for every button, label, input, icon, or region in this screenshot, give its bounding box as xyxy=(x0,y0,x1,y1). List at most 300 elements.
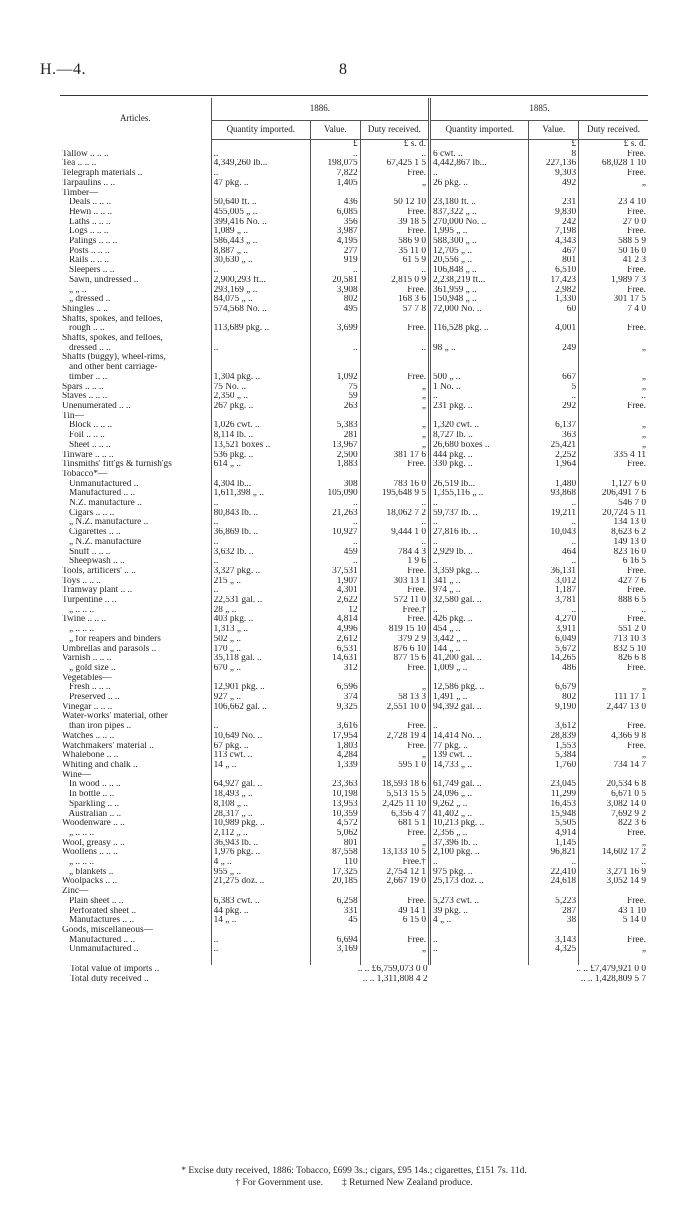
table-row xyxy=(60,528,648,538)
value-cell: .. xyxy=(360,518,429,528)
value-cell xyxy=(311,926,361,936)
value-cell: 975 pkg. .. xyxy=(430,868,529,878)
article-cell: Goods, miscellaneous— xyxy=(62,925,153,935)
value-cell: Free. xyxy=(579,150,648,160)
table-row xyxy=(60,926,648,936)
value-cell xyxy=(430,315,529,325)
table-row xyxy=(60,218,648,228)
value-cell: 227,136 xyxy=(529,159,579,169)
article-cell: Manufactures .. .. xyxy=(62,916,135,926)
value-cell: 20,581 xyxy=(311,276,361,286)
value-cell: .. xyxy=(430,169,529,179)
value-cell: 231 xyxy=(529,198,579,208)
article-cell: Vegetables— xyxy=(62,673,112,683)
value-cell: Free. xyxy=(579,324,648,334)
value-header: Value. xyxy=(311,121,361,140)
value-cell: 215 „ .. xyxy=(211,577,310,587)
value-cell: „ xyxy=(579,751,648,761)
value-cell: 2,667 19 0 xyxy=(360,877,429,887)
value-cell: 8,727 lb. .. xyxy=(430,431,529,441)
article-cell: Tarpaulins .. .. xyxy=(62,178,116,188)
value-cell: 15,948 xyxy=(529,810,579,820)
value-cell: 27,816 lb. .. xyxy=(430,528,529,538)
unit-cell: £ s. d. xyxy=(360,140,429,150)
unit-cell: £ xyxy=(311,140,361,150)
value-cell: 303 13 1 xyxy=(360,577,429,587)
table-row xyxy=(60,353,648,363)
article-cell: Sheet .. .. .. xyxy=(62,440,111,450)
table-row xyxy=(60,324,648,334)
value-cell: 801 xyxy=(529,256,579,266)
table-row xyxy=(60,819,648,829)
value-cell: „ xyxy=(360,441,429,451)
value-cell: 335 4 11 xyxy=(579,451,648,461)
table-row xyxy=(60,907,648,917)
value-cell xyxy=(430,712,529,722)
value-cell: 242 xyxy=(529,218,579,228)
value-cell: 5,062 xyxy=(311,829,361,839)
article-cell: Shafts (buggy), wheel-rims, xyxy=(62,353,166,363)
value-cell: 1,026 cwt. .. xyxy=(211,421,310,431)
value-cell: 3,699 xyxy=(311,324,361,334)
value-cell: Free. xyxy=(360,227,429,237)
value-cell: 3,052 14 9 xyxy=(579,877,648,887)
value-cell: 37,396 lb. .. xyxy=(430,839,529,849)
value-cell: 22,531 gal. .. xyxy=(211,596,310,606)
value-cell: 3,908 xyxy=(311,286,361,296)
unit-cell xyxy=(430,140,529,150)
value-cell: 26 pkg. .. xyxy=(430,179,529,189)
value-cell: Free.† xyxy=(360,858,429,868)
value-cell: 26,680 boxes .. xyxy=(430,441,529,451)
value-cell: 263 xyxy=(311,402,361,412)
value-cell: 59 xyxy=(311,392,361,402)
value-cell: 45 xyxy=(311,916,361,926)
value-cell: Free. xyxy=(579,208,648,218)
value-cell: 64,927 gal. .. xyxy=(211,780,310,790)
value-cell xyxy=(529,353,579,363)
article-cell: „ for reapers and binders xyxy=(62,634,161,644)
value-cell: 588 5 9 xyxy=(579,237,648,247)
article-cell: timber .. .. xyxy=(62,372,108,382)
value-cell xyxy=(360,363,429,373)
value-cell: 2,238,219 ft... xyxy=(430,276,529,286)
table-row xyxy=(60,431,648,441)
table-row xyxy=(60,586,648,596)
value-cell: 98 „ .. xyxy=(430,344,529,354)
value-cell: 195,648 9 5 xyxy=(360,489,429,499)
totals-1885: .. .. £7,479,921 0 0 xyxy=(576,965,646,975)
value-cell xyxy=(430,189,529,199)
article-cell: Sheepwash .. .. xyxy=(62,557,125,567)
value-cell: .. xyxy=(211,150,310,160)
value-cell: 1,480 xyxy=(529,480,579,490)
value-cell: 96,821 xyxy=(529,848,579,858)
value-cell: 1,491 „ .. xyxy=(430,693,529,703)
value-cell xyxy=(430,363,529,373)
value-cell: 5 xyxy=(529,383,579,393)
article-cell: Toys .. .. .. xyxy=(62,576,101,586)
value-cell: 588,300 „ .. xyxy=(430,237,529,247)
value-cell: Free. xyxy=(360,936,429,946)
totals-1885: .. .. 1,428,809 5 7 xyxy=(580,974,646,984)
value-cell: 2,350 „ .. xyxy=(211,392,310,402)
article-cell: Tea .. .. .. xyxy=(62,159,97,169)
value-cell: 30,630 „ .. xyxy=(211,256,310,266)
value-cell: „ xyxy=(579,839,648,849)
quantity-header: Quantity imported. xyxy=(211,121,310,140)
value-cell xyxy=(211,926,310,936)
table-row xyxy=(60,266,648,276)
value-cell: 8,114 lb. .. xyxy=(211,431,310,441)
article-cell: Tin— xyxy=(62,411,84,421)
value-cell: 4,996 xyxy=(311,625,361,635)
article-cell: Tramway plant .. .. xyxy=(62,586,133,596)
value-cell: 455,005 „ .. xyxy=(211,208,310,218)
value-cell: 149 13 0 xyxy=(579,538,648,548)
article-cell: Laths .. .. .. xyxy=(62,217,111,227)
value-cell: 888 6 5 xyxy=(579,596,648,606)
value-cell: 106,848 „ .. xyxy=(430,266,529,276)
value-cell: 1,883 xyxy=(311,460,361,470)
table-row xyxy=(60,577,648,587)
value-cell: 536 pkg. .. xyxy=(211,451,310,461)
value-cell: 1,187 xyxy=(529,586,579,596)
value-cell: 6,137 xyxy=(529,421,579,431)
table-row xyxy=(60,664,648,674)
value-cell: .. xyxy=(529,606,579,616)
table-row xyxy=(60,189,648,199)
value-cell: 10,213 pkg. .. xyxy=(430,819,529,829)
value-cell: .. xyxy=(211,586,310,596)
value-cell: 595 1 0 xyxy=(360,761,429,771)
value-cell: 4,325 xyxy=(529,945,579,955)
table-row xyxy=(60,732,648,742)
table-row xyxy=(60,169,648,179)
value-cell: 44 pkg. .. xyxy=(211,907,310,917)
value-cell: 3,169 xyxy=(311,945,361,955)
value-cell: 2,252 xyxy=(529,451,579,461)
footnote-excise: * Excise duty received, 1886: Tobacco, £699 3s.; cigars, £95 14s.; cigarettes, £151 7s. 11d. xyxy=(181,1166,527,1176)
value-cell: 139 cwt. .. xyxy=(430,751,529,761)
value-cell: .. xyxy=(211,936,310,946)
value-cell xyxy=(211,674,310,684)
table-row xyxy=(60,276,648,286)
value-cell xyxy=(579,315,648,325)
value-cell: 379 2 9 xyxy=(360,635,429,645)
value-cell: 6,510 xyxy=(529,266,579,276)
table-row xyxy=(60,897,648,907)
value-cell: 363 xyxy=(529,431,579,441)
value-cell: .. xyxy=(360,150,429,160)
article-cell: Wool, greasy .. .. xyxy=(62,838,125,848)
value-cell: 231 pkg. .. xyxy=(430,402,529,412)
article-cell: „ gold size .. xyxy=(62,663,116,673)
value-cell xyxy=(311,363,361,373)
table-row xyxy=(60,868,648,878)
table-row xyxy=(60,625,648,635)
table-row xyxy=(60,460,648,470)
value-cell: 25,421 xyxy=(529,441,579,451)
value-cell: 67,425 1 5 xyxy=(360,159,429,169)
value-cell: 267 pkg. .. xyxy=(211,402,310,412)
value-cell xyxy=(430,674,529,684)
value-cell: 59,737 lb. .. xyxy=(430,509,529,519)
article-cell: Tobacco*— xyxy=(62,469,108,479)
value-cell: 822 3 6 xyxy=(579,819,648,829)
value-cell: Free. xyxy=(360,722,429,732)
value-cell: 277 xyxy=(311,247,361,257)
value-cell: „ xyxy=(579,431,648,441)
table-row xyxy=(60,945,648,955)
table-row xyxy=(60,451,648,461)
value-cell: .. xyxy=(211,344,310,354)
value-cell xyxy=(579,363,648,373)
value-cell xyxy=(529,412,579,422)
value-cell: 819 15 10 xyxy=(360,625,429,635)
table-row xyxy=(60,751,648,761)
value-cell: 586,443 „ .. xyxy=(211,237,310,247)
value-cell: 249 xyxy=(529,344,579,354)
article-cell: Spars .. .. .. xyxy=(62,382,104,392)
value-cell: 14,414 No. .. xyxy=(430,732,529,742)
value-cell: 84,075 „ .. xyxy=(211,295,310,305)
value-cell: 832 5 10 xyxy=(579,645,648,655)
table-row xyxy=(60,606,648,616)
value-cell: 150,948 „ .. xyxy=(430,295,529,305)
value-cell xyxy=(529,334,579,344)
value-cell xyxy=(579,674,648,684)
value-cell: Free. xyxy=(579,402,648,412)
value-cell: 308 xyxy=(311,480,361,490)
article-cell: dressed .. .. xyxy=(62,343,111,353)
value-cell: .. xyxy=(430,858,529,868)
value-cell: 35 11 0 xyxy=(360,247,429,257)
value-cell: 330 pkg. .. xyxy=(430,460,529,470)
value-cell: .. xyxy=(430,945,529,955)
value-cell: „ xyxy=(360,179,429,189)
value-cell: 2,551 10 0 xyxy=(360,703,429,713)
table-row xyxy=(60,150,648,160)
value-cell: Free. xyxy=(360,829,429,839)
value-cell: „ xyxy=(360,683,429,693)
value-cell: 4,814 xyxy=(311,615,361,625)
table-row xyxy=(60,674,648,684)
value-cell: 1,092 xyxy=(311,373,361,383)
value-cell: 3,987 xyxy=(311,227,361,237)
value-cell: 67 pkg. .. xyxy=(211,742,310,752)
value-cell: 681 5 1 xyxy=(360,819,429,829)
value-cell: .. xyxy=(311,266,361,276)
value-cell: 281 xyxy=(311,431,361,441)
value-cell: 75 xyxy=(311,383,361,393)
article-cell: Watchmakers' material .. xyxy=(62,741,154,751)
value-cell: „ xyxy=(360,431,429,441)
value-cell: 14,602 17 2 xyxy=(579,848,648,858)
value-cell: 6 15 0 xyxy=(360,916,429,926)
article-cell: Logs .. .. .. xyxy=(62,227,109,237)
value-cell: .. xyxy=(311,538,361,548)
article-cell: and other bent carriage- xyxy=(62,363,158,373)
table-row xyxy=(60,693,648,703)
value-cell: 1,304 pkg. .. xyxy=(211,373,310,383)
article-cell: Australian .. .. xyxy=(62,809,122,819)
value-cell xyxy=(211,470,310,480)
article-cell: Perforated sheet .. xyxy=(62,906,137,916)
value-cell: 113 cwt. .. xyxy=(211,751,310,761)
value-cell xyxy=(311,334,361,344)
article-cell: Woolpacks .. .. xyxy=(62,877,118,887)
value-cell: Free. xyxy=(579,829,648,839)
article-cell: „ .. .. .. xyxy=(62,605,95,615)
value-cell: Free. xyxy=(360,615,429,625)
value-cell: .. xyxy=(529,392,579,402)
table-row xyxy=(60,567,648,577)
value-cell: .. xyxy=(529,557,579,567)
value-cell: 2,929 lb. .. xyxy=(430,548,529,558)
value-cell: 24,096 „ .. xyxy=(430,790,529,800)
value-cell: 36,869 lb. .. xyxy=(211,528,310,538)
value-cell: 28 „ .. xyxy=(211,606,310,616)
value-cell: 444 pkg. .. xyxy=(430,451,529,461)
value-cell: 13,521 boxes .. xyxy=(211,441,310,451)
value-cell: 1,320 cwt. .. xyxy=(430,421,529,431)
article-cell: „ „ .. xyxy=(62,285,87,295)
value-cell xyxy=(360,926,429,936)
value-cell: Free. xyxy=(360,586,429,596)
value-cell: 10,927 xyxy=(311,528,361,538)
table-row xyxy=(60,373,648,383)
value-cell xyxy=(579,887,648,897)
value-cell: .. xyxy=(360,499,429,509)
totals-1886: .. .. £6,759,073 0 0 xyxy=(357,965,428,975)
table-row xyxy=(60,877,648,887)
value-cell: 1,089 „ .. xyxy=(211,227,310,237)
value-cell: „ xyxy=(360,383,429,393)
table-row xyxy=(60,848,648,858)
table-row xyxy=(60,645,648,655)
value-cell: 9,190 xyxy=(529,703,579,713)
value-cell: 1,760 xyxy=(529,761,579,771)
value-cell: „ xyxy=(579,373,648,383)
value-cell: 50 16 0 xyxy=(579,247,648,257)
imports-table xyxy=(60,98,648,984)
value-cell: 12,705 „ .. xyxy=(430,247,529,257)
value-cell: 20,556 „ .. xyxy=(430,256,529,266)
value-cell: 6,531 xyxy=(311,645,361,655)
value-cell: 2,622 xyxy=(311,596,361,606)
value-cell xyxy=(360,712,429,722)
value-cell xyxy=(579,771,648,781)
article-cell: Unenumerated .. .. xyxy=(62,401,131,411)
value-cell: .. xyxy=(211,722,310,732)
value-cell: 5,384 xyxy=(529,751,579,761)
value-cell: 93,868 xyxy=(529,489,579,499)
value-cell: 1,964 xyxy=(529,460,579,470)
article-cell: Watches .. .. .. xyxy=(62,731,115,741)
value-cell: 23 4 10 xyxy=(579,198,648,208)
value-cell: 3,616 xyxy=(311,722,361,732)
table-row xyxy=(60,344,648,354)
value-cell: „ xyxy=(360,945,429,955)
value-cell: 4 „ .. xyxy=(430,916,529,926)
value-cell xyxy=(529,674,579,684)
value-cell: .. xyxy=(579,858,648,868)
value-cell: .. xyxy=(529,518,579,528)
article-cell: Unmanufactured .. xyxy=(62,945,139,955)
article-cell: Sparkling .. .. xyxy=(62,799,120,809)
value-cell: 4,572 xyxy=(311,819,361,829)
totals-label: Total value of imports .. xyxy=(70,965,160,975)
value-cell: 486 xyxy=(529,664,579,674)
value-cell xyxy=(579,412,648,422)
value-cell: 974 „ .. xyxy=(430,586,529,596)
value-cell: 7 4 0 xyxy=(579,305,648,315)
value-cell: 50 12 10 xyxy=(360,198,429,208)
table-row xyxy=(60,518,648,528)
value-cell: 4,343 xyxy=(529,237,579,247)
article-cell: Whiting and chalk .. xyxy=(62,761,138,770)
value-cell: Free. xyxy=(360,286,429,296)
article-cell: „ .. .. .. xyxy=(62,858,95,868)
value-cell: 58 13 3 xyxy=(360,693,429,703)
value-cell xyxy=(579,470,648,480)
article-cell: Hewn .. .. .. xyxy=(62,207,113,217)
value-cell: 287 xyxy=(529,907,579,917)
value-cell: 6,356 4 7 xyxy=(360,810,429,820)
unit-cell xyxy=(211,140,310,150)
value-cell: 292 xyxy=(529,402,579,412)
table-row xyxy=(60,509,648,519)
value-cell: 5 14 0 xyxy=(579,916,648,926)
value-cell: .. xyxy=(430,538,529,548)
value-cell xyxy=(360,412,429,422)
value-cell: 12,586 pkg. .. xyxy=(430,683,529,693)
value-cell: 23,045 xyxy=(529,780,579,790)
value-cell: 6 cwt. .. xyxy=(430,150,529,160)
value-cell xyxy=(311,887,361,897)
value-cell xyxy=(211,315,310,325)
table-row xyxy=(60,305,648,315)
value-cell: 12,901 pkg. .. xyxy=(211,683,310,693)
value-cell: 467 xyxy=(529,247,579,257)
value-cell: .. xyxy=(211,499,310,509)
table-row xyxy=(60,839,648,849)
value-cell: „ xyxy=(579,179,648,189)
value-cell: 39 18 5 xyxy=(360,218,429,228)
article-cell: Shafts, spokes, and felloes, xyxy=(62,334,163,344)
value-cell: .. xyxy=(430,722,529,732)
value-cell: 4,366 9 8 xyxy=(579,732,648,742)
value-cell: 6,596 xyxy=(311,683,361,693)
value-cell: Free. xyxy=(360,664,429,674)
article-cell: Block .. .. .. xyxy=(62,421,113,431)
article-cell: Timber— xyxy=(62,188,99,198)
article-cell: Manufactured .. .. xyxy=(62,489,136,499)
article-cell: Sawn, undressed .. xyxy=(62,275,139,285)
value-cell: 35,118 gal. .. xyxy=(211,654,310,664)
value-cell: 5,383 xyxy=(311,421,361,431)
value-cell: 4,301 xyxy=(311,586,361,596)
article-cell: Woollens .. .. .. xyxy=(62,848,118,858)
quantity-header: Quantity imported. xyxy=(430,121,529,140)
value-cell: .. xyxy=(211,557,310,567)
value-cell: 10,043 xyxy=(529,528,579,538)
value-cell: „ xyxy=(360,839,429,849)
value-cell xyxy=(529,189,579,199)
value-cell xyxy=(211,363,310,373)
value-cell xyxy=(311,189,361,199)
